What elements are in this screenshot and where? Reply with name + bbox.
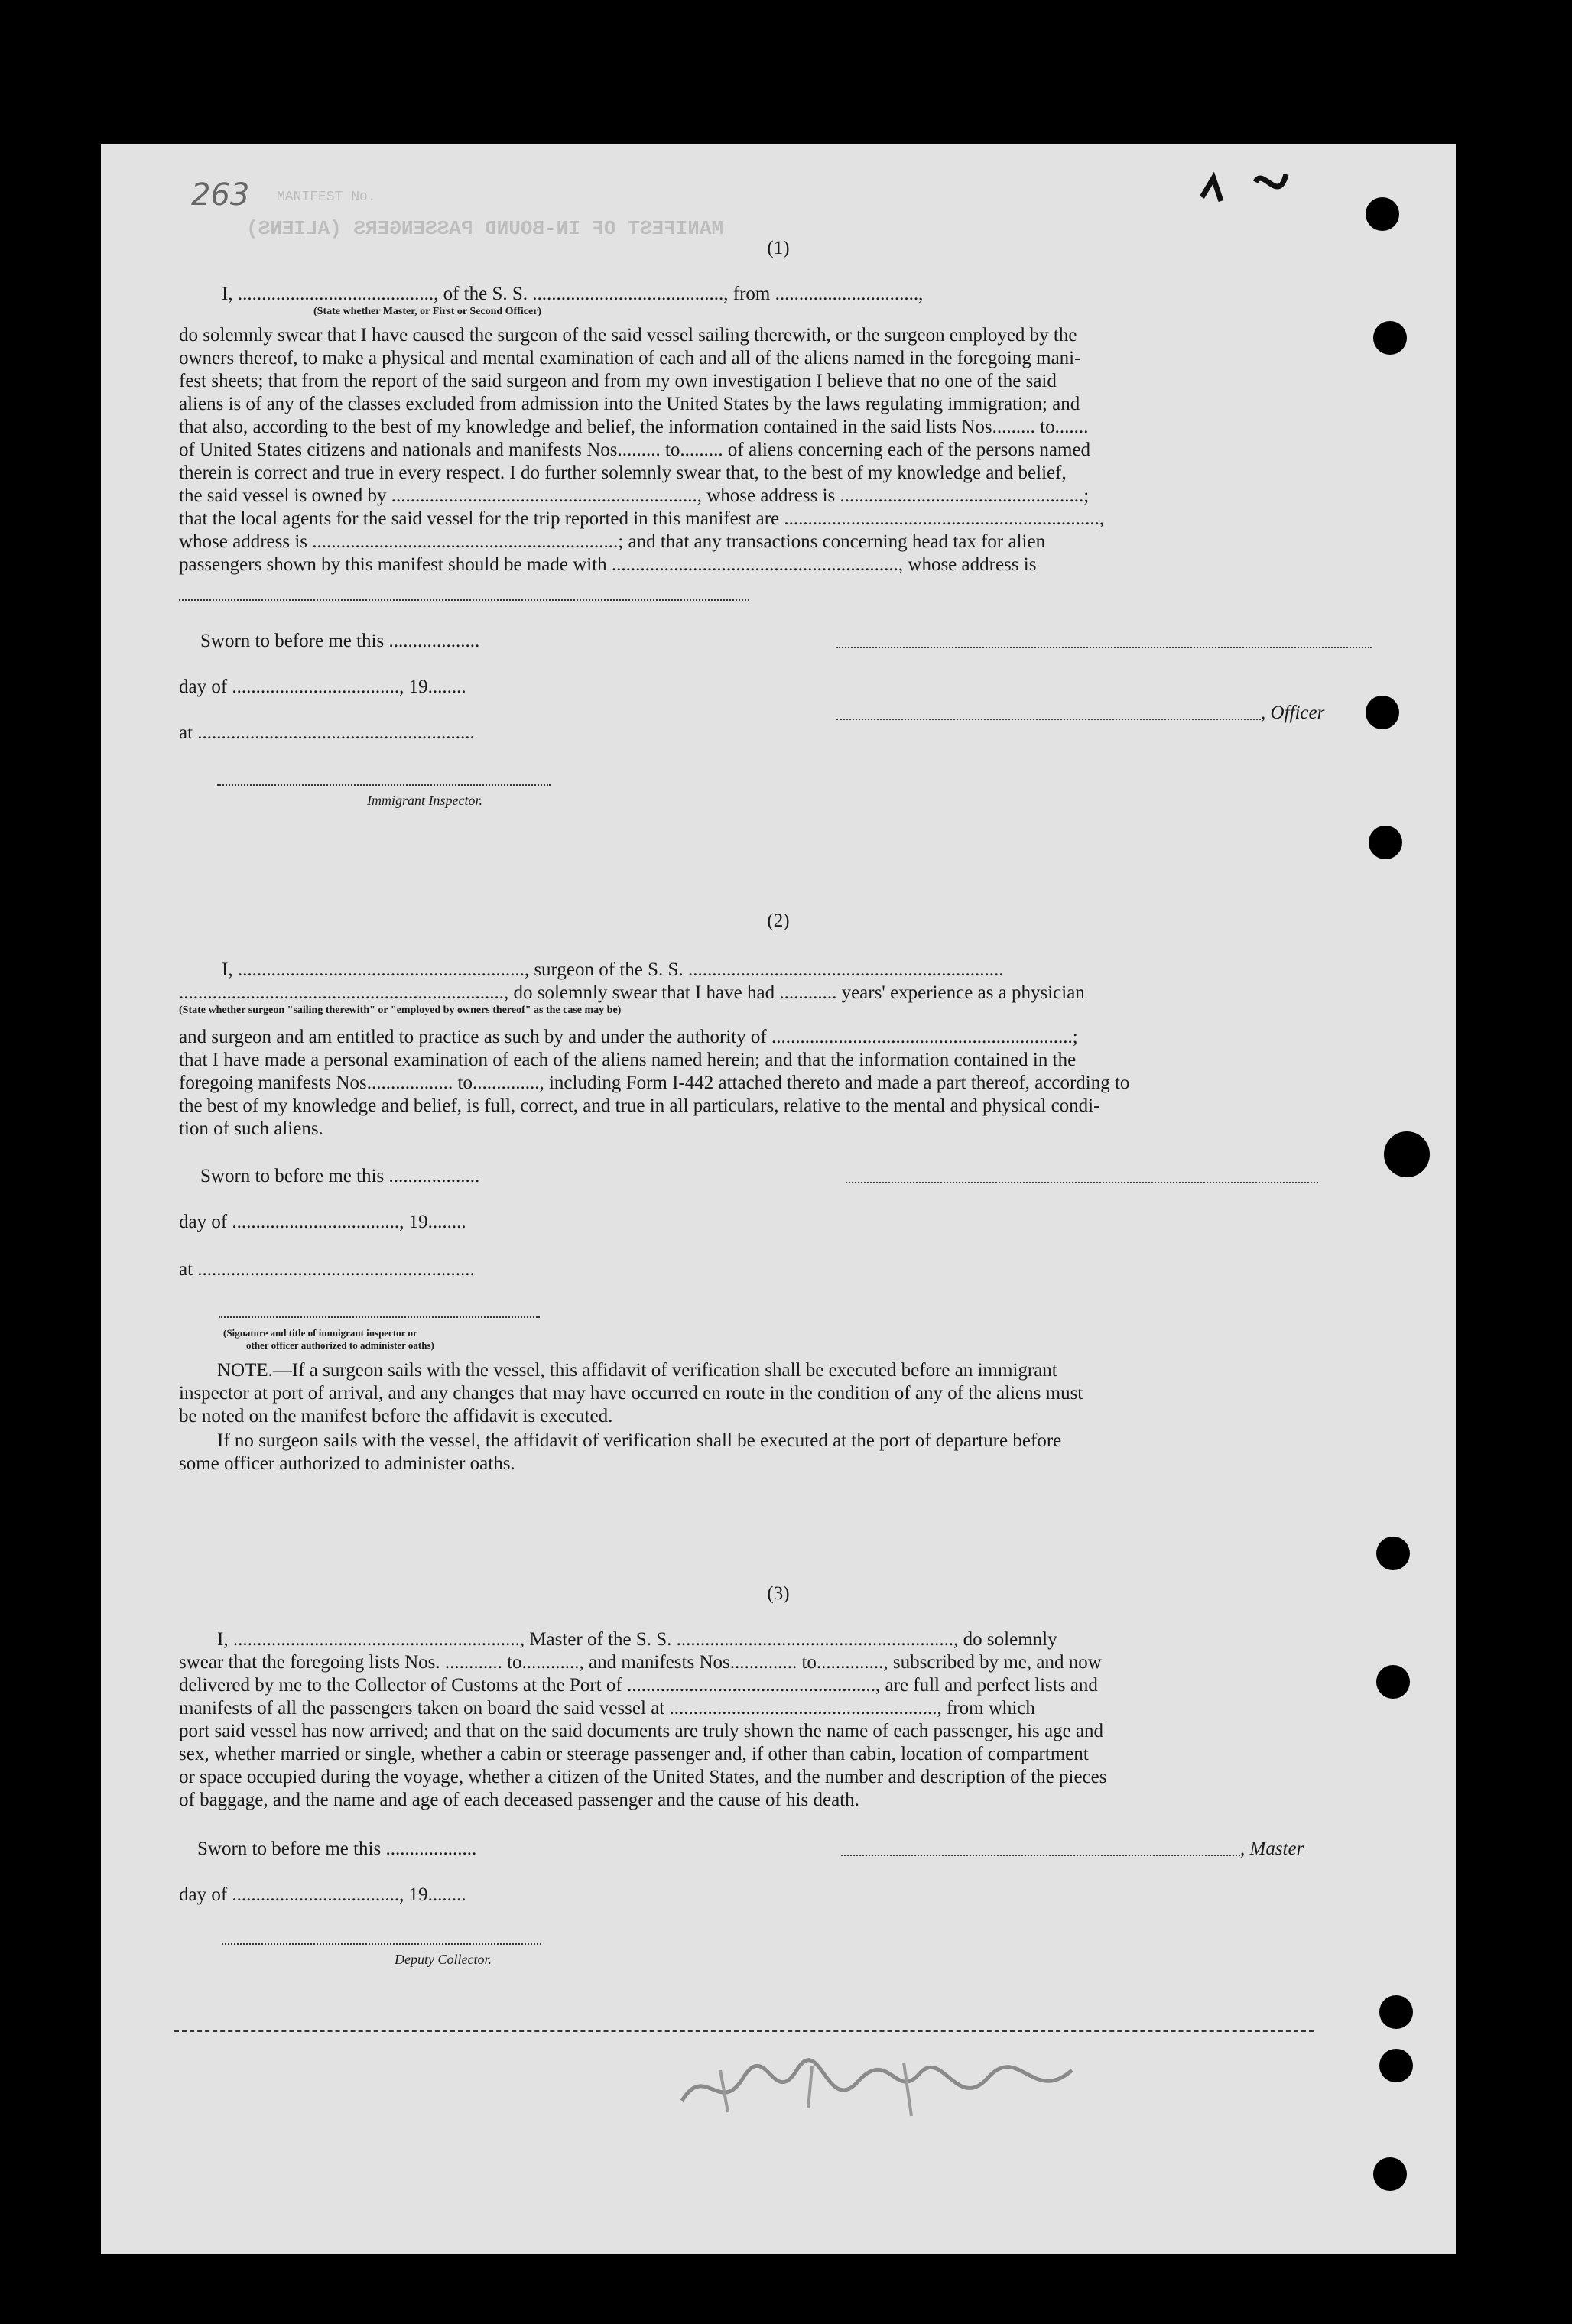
- punch-hole: [1366, 197, 1399, 231]
- punch-hole: [1373, 321, 1407, 355]
- section2-note: (State whether surgeon "sailing therewith" or "employed by owners thereof" as the case may be): [179, 1005, 622, 1016]
- section3-p8: of baggage, and the name and age of each deceased passenger and the cause of his death.: [179, 1790, 859, 1810]
- section3-p1: I, ............................................................, Master of the S. S. .........................................................., do solemnly: [217, 1629, 1057, 1650]
- section2-day: day of ..................................., 19........: [179, 1212, 466, 1232]
- section1-line1: I, ........................................., of the S. S. ........................................, from ..............................,: [222, 284, 924, 304]
- bleed-title: MANIFEST OF IN-BOUND PASSENGERS (ALIENS): [246, 217, 724, 240]
- section1-sworn: Sworn to before me this ...................: [200, 631, 480, 651]
- section3-p7: or space occupied during the voyage, whether a citizen of the United States, and the number and description of the pieces: [179, 1767, 1107, 1787]
- section1-p3: fest sheets; that from the report of the said surgeon and from my own investigation I believe that no one of the said: [179, 371, 1057, 391]
- section1-note: (State whether Master, or First or Second Officer): [313, 306, 542, 317]
- section2-p2: that I have made a personal examination of each of the aliens named herein; and that the information contained in the: [179, 1050, 1077, 1070]
- section1-p7: therein is correct and true in every respect. I do further solemnly swear that, to the best of my knowledge and belief,: [179, 463, 1067, 483]
- handwritten-page-number: 263: [191, 177, 250, 213]
- section3-p3: delivered by me to the Collector of Customs at the Port of ...................................................., are full and perfect lists and: [179, 1675, 1098, 1696]
- section2-p1: and surgeon and am entitled to practice as such by and under the authority of ...............................................................;: [179, 1027, 1078, 1047]
- section1-p4: aliens is of any of the classes excluded from admission into the United States by the laws regulating immigration; and: [179, 394, 1080, 414]
- section2-sig-note2: other officer authorized to administer oaths): [246, 1339, 434, 1351]
- section1-p2: owners thereof, to make a physical and mental examination of each and all of the aliens named in the foregoing mani-: [179, 348, 1081, 368]
- section3-sworn: Sworn to before me this ...................: [197, 1839, 477, 1859]
- section1-inspector-line: [217, 784, 551, 786]
- section2-inspector-line: [219, 1316, 540, 1318]
- section3-p6: sex, whether married or single, whether a cabin or steerage passenger and, if other than cabin, location of compartment: [179, 1744, 1089, 1764]
- section2-p5: tion of such aliens.: [179, 1118, 323, 1139]
- section1-at: at ..........................................................: [179, 722, 475, 743]
- section2-at: at ..........................................................: [179, 1259, 475, 1280]
- punch-hole: [1376, 1537, 1410, 1570]
- section3-collector-line: [222, 1943, 541, 1945]
- section1-address-line: [179, 599, 749, 601]
- punch-hole: [1373, 2157, 1407, 2191]
- section1-p8: the said vessel is owned by ................................................................, whose address is ...................................................;: [179, 485, 1090, 506]
- note-b1: If no surgeon sails with the vessel, the affidavit of verification shall be executed at the port of departure before: [217, 1430, 1062, 1451]
- section1-number: (1): [767, 238, 790, 258]
- section3-day: day of ..................................., 19........: [179, 1884, 466, 1905]
- note-a1: NOTE.—If a surgeon sails with the vessel, this affidavit of verification shall be executed before an immigrant: [217, 1360, 1057, 1381]
- section3-collector: Deputy Collector.: [395, 1952, 492, 1967]
- handwritten-signature: [674, 2047, 1103, 2124]
- section2-number: (2): [767, 910, 790, 931]
- note-b2: some officer authorized to administer oaths.: [179, 1453, 515, 1474]
- section1-p9: that the local agents for the said vessel for the trip reported in this manifest are ..................................................................,: [179, 508, 1105, 529]
- section3-p4: manifests of all the passengers taken on board the said vessel at ........................................................, from which: [179, 1698, 1035, 1719]
- section1-p10: whose address is ................................................................; and that any transactions concerning head tax for alien: [179, 531, 1046, 552]
- section3-master: , Master: [1240, 1839, 1304, 1859]
- bottom-rule: [174, 2030, 1314, 2032]
- section1-p6: of United States citizens and nationals and manifests Nos......... to......... of aliens concerning each of the persons named: [179, 440, 1091, 460]
- section2-p4: the best of my knowledge and belief, is full, correct, and true in all particulars, relative to the mental and physical condi-: [179, 1095, 1100, 1116]
- section1-signature-line-1: [836, 647, 1372, 648]
- section3-number: (3): [767, 1583, 790, 1604]
- note-a3: be noted on the manifest before the affidavit is executed.: [179, 1406, 613, 1427]
- section1-p1: do solemnly swear that I have caused the surgeon of the said vessel sailing therewith, or the surgeon employed by the: [179, 325, 1077, 346]
- section2-p3: foregoing manifests Nos.................. to.............., including Form I-442 attached thereto and made a part thereof, according to: [179, 1073, 1130, 1093]
- section2-signature-line: [846, 1182, 1318, 1183]
- section2-line1: I, ............................................................, surgeon of the S. S. ..................................................................: [222, 959, 1004, 980]
- section3-master-line: [841, 1855, 1240, 1856]
- section1-day: day of ..................................., 19........: [179, 677, 466, 697]
- punch-hole: [1366, 696, 1399, 729]
- section3-p5: port said vessel has now arrived; and that on the said documents are truly shown the name of each passenger, his age and: [179, 1721, 1104, 1741]
- section2-sworn: Sworn to before me this ...................: [200, 1166, 480, 1186]
- punch-hole: [1369, 826, 1402, 859]
- section2-line2: ...................................................................., do solemnly swear that I have had ............ years' experience as a physician: [179, 982, 1085, 1003]
- section1-officer: , Officer: [1261, 703, 1325, 723]
- manifest-page: [101, 144, 1456, 2254]
- punch-hole: [1379, 2049, 1413, 2082]
- punch-hole: [1379, 1995, 1413, 2029]
- punch-hole: [1376, 1665, 1410, 1699]
- corner-ink-marks: [1187, 159, 1309, 220]
- punch-hole: [1384, 1131, 1430, 1177]
- bleed-label: MANIFEST No.: [277, 190, 376, 205]
- section1-p11: passengers shown by this manifest should be made with ............................................................, whose address is: [179, 554, 1037, 575]
- section1-p5: that also, according to the best of my knowledge and belief, the information contained in the said lists Nos......... to.......: [179, 417, 1089, 437]
- section3-p2: swear that the foregoing lists Nos. ............ to............, and manifests Nos.............. to.............., subscribed by me, and now: [179, 1652, 1102, 1673]
- section1-officer-line: [836, 719, 1261, 720]
- section1-inspector: Immigrant Inspector.: [367, 793, 482, 808]
- section2-sig-note1: (Signature and title of immigrant inspector or: [223, 1327, 417, 1339]
- note-a2: inspector at port of arrival, and any changes that may have occurred en route in the condition of any of the aliens must: [179, 1383, 1083, 1404]
